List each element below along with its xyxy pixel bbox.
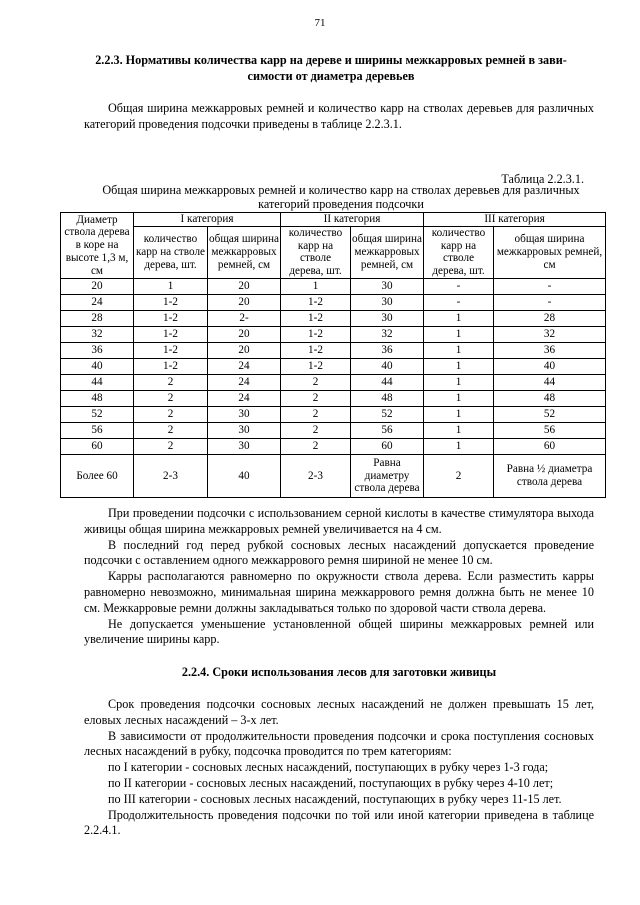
cell-cat1-count: 2 (134, 390, 208, 406)
cell-cat2-width: 60 (351, 438, 424, 454)
cell-cat3-width: Равна ½ диаметра ствола дерева (494, 454, 606, 497)
cell-cat2-count: 1-2 (281, 294, 351, 310)
cell-cat3-count: 1 (424, 310, 494, 326)
cell-cat3-width: 36 (494, 342, 606, 358)
cell-cat2-count: 2 (281, 390, 351, 406)
cell-cat1-width: 24 (208, 358, 281, 374)
cell-cat3-width: 32 (494, 326, 606, 342)
intro-text: Общая ширина межкарровых ремней и количество карр на стволах деревьев для различных категорий проведения подсочки приведены в таблице 2.2.3.1. (84, 101, 594, 131)
cell-cat1-width: 24 (208, 390, 281, 406)
header-diameter: Диаметр ствола дерева в коре на высоте 1,3 м, см (61, 213, 134, 279)
section-title-2-2-3 (62, 52, 600, 84)
cell-cat3-count: 2 (424, 454, 494, 497)
table-row (61, 326, 606, 342)
cell-cat1-count: 1-2 (134, 310, 208, 326)
cell-cat1-count: 2 (134, 406, 208, 422)
header-cat2-count: количество карр на стволе дерева, шт. (281, 226, 351, 278)
cell-diameter: Более 60 (61, 454, 134, 497)
cell-cat1-count: 1-2 (134, 358, 208, 374)
cell-diameter: 36 (61, 342, 134, 358)
paragraph: Срок проведения подсочки сосновых лесных насаждений не должен превышать 15 лет, еловых лесных насаждений – 3-х лет. (84, 697, 594, 727)
list-item: по III категории - сосновых лесных насаждений, поступающих в рубку через 11-15 лет. (108, 791, 562, 806)
cell-cat3-count: 1 (424, 342, 494, 358)
section-title-line-2: симости от диаметра деревьев (247, 69, 415, 83)
cell-diameter: 32 (61, 326, 134, 342)
cell-cat1-count: 2-3 (134, 454, 208, 497)
cell-diameter: 52 (61, 406, 134, 422)
cell-cat3-count: 1 (424, 326, 494, 342)
cell-cat2-count: 2 (281, 406, 351, 422)
table-row (61, 358, 606, 374)
cell-diameter: 40 (61, 358, 134, 374)
cell-cat1-width: 30 (208, 422, 281, 438)
cell-cat3-count: 1 (424, 438, 494, 454)
cell-cat2-width: 52 (351, 406, 424, 422)
paragraph: При проведении подсочки с использованием серной кислоты в качестве стимулятора выхода живицы общая ширина межкарровых ремней увеличивается на 4 см. (84, 506, 594, 536)
cell-cat1-count: 1-2 (134, 294, 208, 310)
cell-cat1-count: 1 (134, 278, 208, 294)
paragraph: Не допускается уменьшение установленной общей ширины межкарровых ремней или увеличение ширины карр. (84, 616, 594, 647)
table-row (61, 422, 606, 438)
cell-cat3-width: 44 (494, 374, 606, 390)
table-row (61, 374, 606, 390)
cell-diameter: 44 (61, 374, 134, 390)
cell-cat1-count: 1-2 (134, 326, 208, 342)
paragraph: В последний год перед рубкой сосновых лесных насаждений допускается проведение подсочки с оставлением одного межкаррового ремня шириной не менее 10 см. (84, 537, 594, 568)
cell-cat1-width: 20 (208, 326, 281, 342)
cell-cat1-width: 30 (208, 406, 281, 422)
table-row (61, 406, 606, 422)
table-row (61, 342, 606, 358)
list-item: по I категории - сосновых лесных насаждений, поступающих в рубку через 1-3 года; (108, 760, 549, 775)
cell-cat2-count: 1 (281, 278, 351, 294)
cell-cat2-count: 1-2 (281, 326, 351, 342)
header-cat3-width: общая ширина межкарровых ремней, см (494, 226, 606, 278)
cell-diameter: 28 (61, 310, 134, 326)
cell-cat2-width: 32 (351, 326, 424, 342)
section-2-text (84, 697, 594, 839)
intro-paragraph (84, 101, 594, 132)
cell-cat3-width: 40 (494, 358, 606, 374)
cell-cat2-width: 40 (351, 358, 424, 374)
table-row (61, 278, 606, 294)
cell-cat3-width: 52 (494, 406, 606, 422)
cell-cat2-width: 48 (351, 390, 424, 406)
table-row (61, 438, 606, 454)
cell-cat2-width: 36 (351, 342, 424, 358)
header-cat1-count: количество карр на стволе дерева, шт. (134, 226, 208, 278)
cell-cat1-count: 2 (134, 422, 208, 438)
cell-cat2-count: 1-2 (281, 358, 351, 374)
cell-cat2-count: 2 (281, 422, 351, 438)
cell-cat3-width: 28 (494, 310, 606, 326)
paragraph: Продолжительность проведения подсочки по той или иной категории приведена в таблице 2.2.4.1. (84, 807, 594, 838)
cell-cat3-count: - (424, 278, 494, 294)
header-cat1-width: общая ширина межкарровых ремней, см (208, 226, 281, 278)
cell-cat2-width: 56 (351, 422, 424, 438)
table-row (61, 294, 606, 310)
header-cat2-width: общая ширина межкарровых ремней, см (351, 226, 424, 278)
cell-cat1-width: 20 (208, 278, 281, 294)
paragraph: В зависимости от продолжительности проведения подсочки и срока поступления сосновых лесных насаждений в рубку, подсочка проводится по трем категориям: (84, 728, 594, 759)
cell-cat3-count: - (424, 294, 494, 310)
cell-cat1-width: 24 (208, 374, 281, 390)
cell-cat3-width: 60 (494, 438, 606, 454)
cell-cat2-count: 1-2 (281, 342, 351, 358)
cell-diameter: 56 (61, 422, 134, 438)
cell-diameter: 20 (61, 278, 134, 294)
cell-cat2-width: 30 (351, 310, 424, 326)
cell-cat2-width: 30 (351, 278, 424, 294)
section-title-line-1: 2.2.3. Нормативы количества карр на дереве и ширины межкарровых ремней в зави- (95, 53, 567, 67)
cell-cat2-width: 44 (351, 374, 424, 390)
cell-cat3-count: 1 (424, 422, 494, 438)
cell-cat1-count: 1-2 (134, 342, 208, 358)
cell-cat1-width: 30 (208, 438, 281, 454)
header-cat1: I категория (134, 213, 281, 227)
cell-cat3-width: 48 (494, 390, 606, 406)
table-row (61, 390, 606, 406)
norms-table (60, 212, 606, 498)
header-cat3: III категория (424, 213, 606, 227)
cell-cat1-width: 20 (208, 342, 281, 358)
page-number: 71 (314, 17, 326, 29)
header-cat3-count: количество карр на стволе дерева, шт. (424, 226, 494, 278)
cell-cat3-count: 1 (424, 390, 494, 406)
table-row (61, 454, 606, 497)
cell-cat3-count: 1 (424, 374, 494, 390)
cell-cat3-width: 56 (494, 422, 606, 438)
cell-cat1-width: 2- (208, 310, 281, 326)
cell-cat3-count: 1 (424, 358, 494, 374)
cell-cat1-count: 2 (134, 438, 208, 454)
paragraph: Карры располагаются равномерно по окружности ствола дерева. Если разместить карры равномерно невозможно, минимальная ширина межкаррового ремня должна быть не менее 10 см. Межкарровые ремни должны закладываться только по здоровой части ствола дерева. (84, 569, 594, 615)
cell-cat2-width: Равна диаметру ствола дерева (351, 454, 424, 497)
cell-cat2-count: 1-2 (281, 310, 351, 326)
cell-cat2-count: 2-3 (281, 454, 351, 497)
table-row (61, 310, 606, 326)
cell-diameter: 48 (61, 390, 134, 406)
cell-diameter: 24 (61, 294, 134, 310)
cell-diameter: 60 (61, 438, 134, 454)
table-title: Общая ширина межкарровых ремней и количество карр на стволах деревьев для различных категорий проведения подсочки (102, 183, 580, 211)
cell-cat2-count: 2 (281, 374, 351, 390)
cell-cat1-count: 2 (134, 374, 208, 390)
cell-cat2-count: 2 (281, 438, 351, 454)
cell-cat1-width: 40 (208, 454, 281, 497)
header-cat2: II категория (281, 213, 424, 227)
cell-cat3-width: - (494, 294, 606, 310)
cell-cat3-width: - (494, 278, 606, 294)
list-item: по II категории - сосновых лесных насаждений, поступающих в рубку через 4-10 лет; (108, 775, 554, 790)
table-number: Таблица 2.2.3.1. (501, 172, 584, 186)
cell-cat3-count: 1 (424, 406, 494, 422)
cell-cat1-width: 20 (208, 294, 281, 310)
section-title-2-2-4: 2.2.4. Сроки использования лесов для заготовки живицы (181, 665, 497, 679)
cell-cat2-width: 30 (351, 294, 424, 310)
after-table-text (84, 506, 594, 648)
